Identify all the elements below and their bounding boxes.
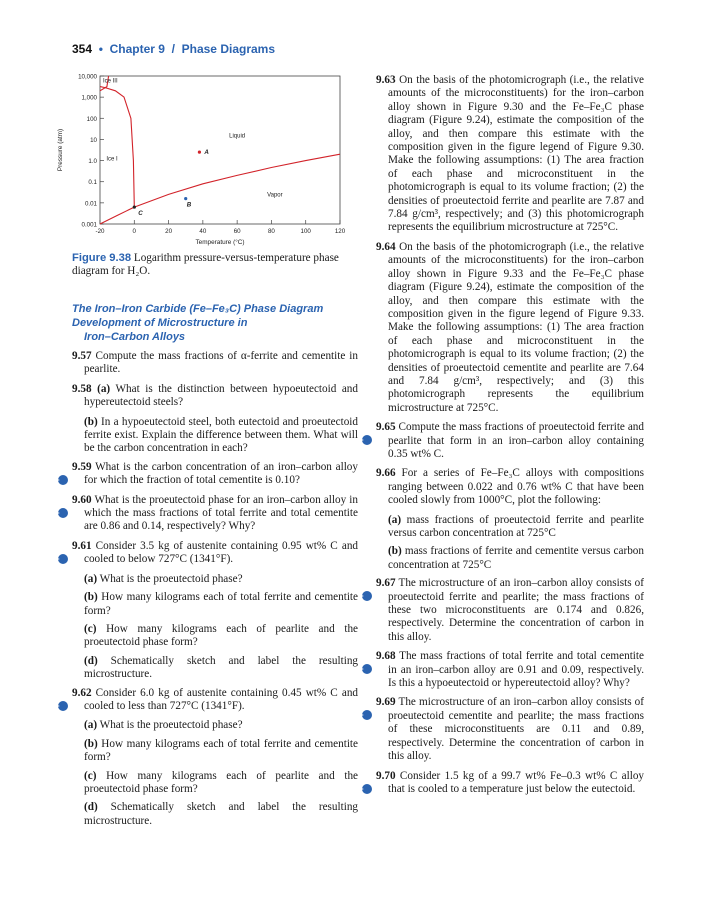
- phase-diagram-chart: [50, 68, 360, 248]
- chapter-title: Phase Diagrams: [181, 42, 276, 56]
- x-tick-label: 120: [334, 228, 346, 235]
- x-tick-label: -20: [95, 228, 105, 235]
- problem-9-61-a: (a) What is the proeutectoid phase?: [84, 572, 243, 585]
- problem-9-67: + 9.67 The microstructure of an iron–carbon alloy consists of proeutectoid ferrite and pearlite; the mass fractions of these two microconstituents are 0.174 and 0.826, respectively. Determine the concentration of carbon in this alloy.: [358, 577, 644, 643]
- problem-9-62-a: (a) What is the proeutectoid phase?: [84, 719, 243, 732]
- problem-9-62-c: (c) How many kilograms each of pearlite and the proeutectoid phase form?: [84, 769, 359, 795]
- problem-9-63: 9.63 On the basis of the photomicrograph (i.e., the relative amounts of the microconstituents) for the iron–carbon alloy shown in Figure 9.30 and the Fe–Fe₃C phase diagram (Figure 9.24), estimate the composition of the alloy, and then compare this estimate with the composition given in the figure legend of Figure 9.30. Make the following assumptions: (1) The area fraction of each phase and microconstituent in the photomicrograph is equal to its volume fraction; (2) the densities of proeutectoid ferrite and pearlite are 7.87 and 7.84 g/cm³, respectively; and (3) this photomicrograph represents the equilibrium microstructure at 725°C.: [376, 74, 645, 234]
- left-column: [54, 350, 359, 833]
- problem-9-62-b: (b) How many kilograms each of total ferrite and cementite form?: [84, 737, 358, 764]
- right-column: [358, 74, 645, 802]
- y-tick-label: 100: [86, 115, 97, 123]
- problem-9-58: 9.58 (a) What is the distinction between hypoeutectoid and hypereutectoid steels?: [72, 382, 358, 409]
- x-tick-label: 60: [233, 228, 241, 235]
- problem-9-68: + 9.68 The mass fractions of total ferrite and total cementite in an iron–carbon alloy are 0.91 and 0.09, respectively. Is this a hypoeutectoid or hypereutectoid alloy? Why?: [358, 650, 644, 690]
- header-separator: /: [171, 42, 175, 56]
- problem-9-66-a: (a) mass fractions of proeutectoid ferrite and pearlite versus carbon concentration at 725°C: [388, 513, 644, 539]
- problem-9-61: + 9.61 Consider 3.5 kg of austenite containing 0.95 wt% C and cooled to below 727°C (1341°F).: [54, 539, 359, 566]
- plus-icon: +: [58, 701, 68, 711]
- x-tick-label: 80: [267, 228, 275, 235]
- plus-icon: +: [58, 554, 68, 564]
- figure-caption-text: Logarithm pressure-versus-temperature phase diagram for H₂O.: [72, 252, 339, 278]
- header-bullet: •: [98, 42, 103, 56]
- state-point-label: A: [204, 149, 209, 157]
- phase-boundary-line: [100, 207, 134, 224]
- plus-icon: +: [58, 475, 68, 485]
- region-label: Ice I: [106, 156, 118, 163]
- region-label: Vapor: [267, 192, 283, 199]
- state-point: [198, 151, 201, 154]
- y-axis-label: Pressure (atm): [57, 128, 64, 172]
- y-tick-label: 1,000: [81, 94, 97, 102]
- running-header: [72, 42, 275, 56]
- problem-9-66-b: (b) mass fractions of ferrite and cementite versus carbon concentration at 725°C: [388, 545, 644, 571]
- problem-9-62: + 9.62 Consider 6.0 kg of austenite containing 0.45 wt% C and cooled to less than 727°C (1341°F).: [54, 686, 359, 712]
- y-tick-label: 0.1: [88, 179, 97, 187]
- state-point-label: C: [138, 210, 143, 218]
- chart-frame: [100, 76, 340, 224]
- region-label: Ice III: [102, 78, 118, 85]
- x-tick-label: 20: [165, 228, 173, 235]
- x-tick-label: 40: [199, 228, 207, 235]
- problem-9-60: + 9.60 What is the proeutectoid phase for an iron–carbon alloy in which the mass fractions of total ferrite and total cementite are 0.86 and 0.14, respectively? Why?: [54, 493, 358, 533]
- plot-area: [100, 76, 340, 224]
- section-title-line-1: The Iron–Iron Carbide (Fe–Fe₃C) Phase Diagram: [72, 303, 324, 315]
- plus-icon: +: [362, 664, 372, 674]
- y-tick-label: 10: [90, 136, 97, 144]
- phase-boundary-line: [100, 87, 134, 208]
- problem-9-69: + 9.69 The microstructure of an iron–carbon alloy consists of proeutectoid cementite and pearlite; the mass fractions of these microconstituents are 0.11 and 0.89, respectively. Determine the concentration of carbon in this alloy.: [358, 696, 644, 763]
- chapter-label: Chapter 9: [109, 42, 165, 56]
- figure-label: Figure 9.38: [72, 252, 132, 264]
- section-title-line-3: Iron–Carbon Alloys: [84, 331, 186, 343]
- plus-icon: +: [362, 591, 372, 601]
- region-label: Liquid: [229, 133, 246, 140]
- state-point-label: B: [186, 201, 192, 209]
- problem-9-59: + 9.59 What is the carbon concentration of an iron–carbon alloy for which the fraction of total cementite is 0.10?: [54, 460, 358, 487]
- problem-9-61-d: (d) Schematically sketch and label the resulting microstructure.: [84, 654, 359, 681]
- problem-9-58-b: (b) In a hypoeutectoid steel, both eutectoid and proeutectoid ferrite exist. Explain the difference between them. What will be the carbon concentration in each?: [84, 415, 359, 455]
- problem-9-57: 9.57 Compute the mass fractions of α-ferrite and cementite in pearlite.: [72, 350, 358, 376]
- plus-icon: +: [362, 784, 372, 794]
- figure-caption: [72, 252, 358, 279]
- state-point: [184, 197, 187, 200]
- problem-9-66: 9.66 For a series of Fe–Fe₃C alloys with compositions ranging between 0.022 and 0.76 wt% C that have been cooled slowly from 1000°C, plot the following:: [376, 467, 644, 507]
- plus-icon: +: [58, 508, 68, 518]
- state-point: [133, 205, 136, 208]
- page-number: 354: [72, 42, 93, 56]
- section-title-line-2: Development of Microstructure in: [72, 317, 248, 329]
- problem-9-70: + 9.70 Consider 1.5 kg of a 99.7 wt% Fe–0.3 wt% C alloy that is cooled to a temperature just below the eutectoid.: [358, 769, 645, 795]
- x-tick-label: 0: [132, 228, 137, 235]
- problem-9-61-c: (c) How many kilograms each of pearlite and the proeutectoid phase form?: [84, 622, 359, 649]
- y-tick-label: 10,000: [78, 73, 97, 81]
- problem-9-65: + 9.65 Compute the mass fractions of proeutectoid ferrite and pearlite that form in an iron–carbon alloy containing 0.35 wt% C.: [358, 421, 644, 460]
- plus-icon: +: [362, 435, 372, 445]
- y-tick-label: 0.001: [81, 221, 97, 229]
- section-heading: [72, 302, 358, 344]
- plus-icon: +: [362, 710, 372, 720]
- problem-9-62-d: (d) Schematically sketch and label the resulting microstructure.: [84, 801, 359, 827]
- problem-9-61-b: (b) How many kilograms each of total ferrite and cementite form?: [84, 591, 358, 617]
- x-tick-label: 100: [300, 228, 311, 235]
- phase-boundary-line: [134, 154, 340, 207]
- problem-9-64: 9.64 On the basis of the photomicrograph (i.e., the relative amounts of the microconstituents) for the iron–carbon alloy shown in Figure 9.33 and the Fe–Fe₃C phase diagram (Figure 9.24), estimate the composition of the alloy, and then compare this estimate with the composition given in the figure legend of Figure 9.33. Make the following assumptions: (1) The area fraction of each phase and microconstituent in the photomicrograph is equal to its volume fraction; (2) the densities of proeutectoid cementite and pearlite are 7.64 and 7.84 g/cm³, respectively; and (3) this photomicrograph represents the equilibrium microstructure at 725°C.: [376, 240, 645, 414]
- y-tick-label: 0.01: [84, 200, 97, 208]
- y-tick-label: 1.0: [88, 158, 97, 166]
- x-axis-label: Temperature (°C): [195, 239, 245, 246]
